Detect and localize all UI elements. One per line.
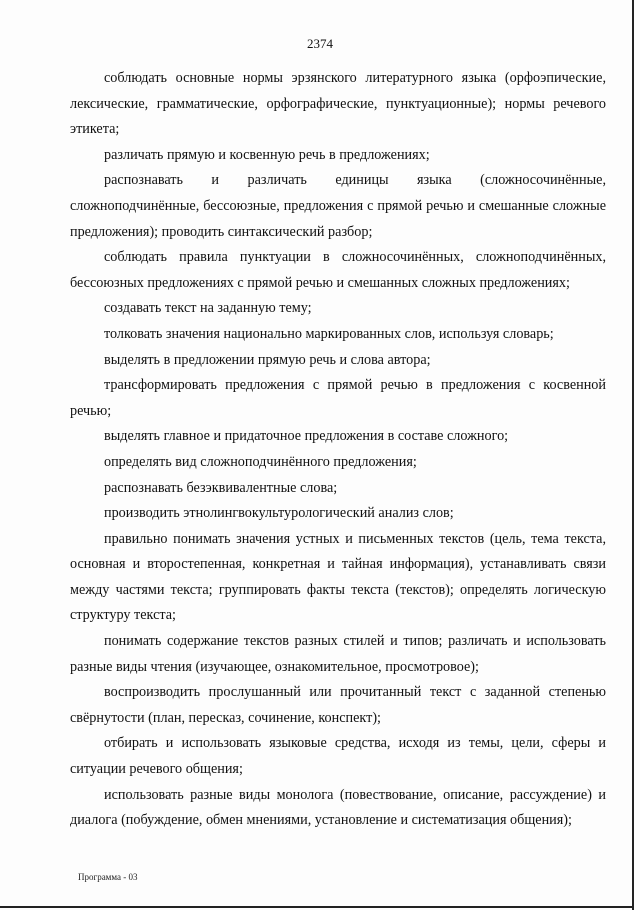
paragraph: распознавать и различать единицы языка (сложносочинённые, сложноподчинённые, бессоюзные, предложения с прямой речью и смешанные сложные предложения); проводить синтаксический разбор;: [70, 172, 606, 240]
paragraph: распознавать безэквивалентные слова;: [104, 479, 338, 496]
footer-label: Программа - 03: [78, 872, 138, 882]
paragraph: правильно понимать значения устных и письменных текстов (цель, тема текста, основная и второстепенная, конкретная и тайная информация), устанавливать связи между частями текста; группировать факты текста (текстов); определять логическую структуру текста;: [70, 530, 606, 624]
paragraph: выделять главное и придаточное предложения в составе сложного;: [104, 428, 509, 445]
paragraph: определять вид сложноподчинённого предложения;: [104, 453, 417, 470]
scan-edge-bottom: [0, 906, 634, 908]
paragraph: соблюдать правила пунктуации в сложносочинённых, сложноподчинённых, бессоюзных предложениях с прямой речью и смешанных сложных предложениях;: [70, 249, 606, 291]
paragraph: использовать разные виды монолога (повествование, описание, рассуждение) и диалога (побуждение, обмен мнениями, установление и систематизация общения);: [70, 786, 606, 829]
paragraph: трансформировать предложения с прямой речью в предложения с косвенной речью;: [70, 377, 606, 419]
paragraph: воспроизводить прослушанный или прочитанный текст с заданной степенью свёрнутости (план, пересказ, сочинение, конспект);: [70, 684, 606, 726]
paragraph: толковать значения национально маркированных слов, используя словарь;: [104, 325, 554, 342]
document-body: [70, 66, 606, 834]
paragraph: понимать содержание текстов разных стилей и типов; различать и использовать разные виды чтения (изучающее, ознакомительное, просмотровое);: [70, 633, 606, 675]
paragraph: различать прямую и косвенную речь в предложениях;: [104, 146, 430, 163]
paragraph: создавать текст на заданную тему;: [104, 300, 312, 317]
paragraph: производить этнолингвокультурологический анализ слов;: [104, 505, 454, 522]
paragraph: отбирать и использовать языковые средства, исходя из темы, цели, сферы и ситуации речевого общения;: [70, 735, 606, 778]
paragraph: выделять в предложении прямую речь и слова автора;: [104, 351, 431, 368]
scan-edge-right: [632, 0, 634, 910]
paragraph: соблюдать основные нормы эрзянского литературного языка (орфоэпические, лексические, грамматические, орфографические, пунктуационные); нормы речевого этикета;: [70, 70, 606, 138]
page-number: 2374: [307, 36, 333, 51]
